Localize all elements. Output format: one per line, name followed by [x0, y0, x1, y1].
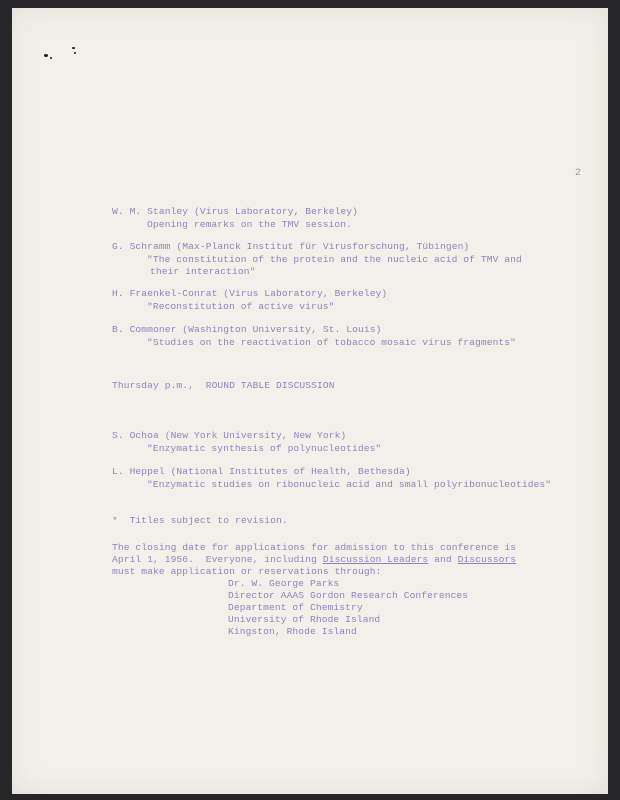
closing-line: must make application or reservations through: [112, 566, 382, 577]
address-line: Director AAAS Gordon Research Conferences [228, 590, 469, 601]
closing-line [112, 554, 516, 566]
talk-title: "Studies on the reactivation of tobacco mosaic virus fragments" [147, 337, 517, 348]
address-line: Dr. W. George Parks [228, 578, 340, 589]
speaker-name: L. Heppel (National Institutes of Health, Bethesda) [112, 466, 411, 477]
talk-title: "Enzymatic studies on ribonucleic acid and small polyribonucleotides" [147, 479, 552, 490]
underlined-term: Discussors [457, 554, 517, 565]
closing-text: April 1, 1956. Everyone, including [112, 554, 323, 565]
speaker-name: B. Commoner (Washington University, St. Louis) [112, 324, 382, 335]
closing-line: The closing date for applications for admission to this conference is [112, 542, 517, 553]
address-line: Department of Chemistry [228, 602, 363, 613]
address-line: University of Rhode Island [228, 614, 381, 625]
underlined-term: Discussion Leaders [322, 554, 429, 565]
typed-page [12, 8, 608, 794]
talk-title: "Enzymatic synthesis of polynucleotides" [147, 443, 382, 454]
ink-speck [44, 54, 48, 57]
talk-title: their interaction" [150, 266, 256, 277]
talk-title: "The constitution of the protein and the nucleic acid of TMV and [147, 254, 522, 265]
session-heading: Thursday p.m., ROUND TABLE DISCUSSION [112, 380, 335, 391]
talk-title: Opening remarks on the TMV session. [147, 219, 353, 230]
footnote: * Titles subject to revision. [112, 515, 288, 526]
address-line: Kingston, Rhode Island [228, 626, 357, 637]
closing-text: and [428, 554, 458, 565]
page-number: 2 [575, 168, 582, 179]
speaker-name: S. Ochoa (New York University, New York) [112, 430, 347, 441]
speaker-name: W. M. Stanley (Virus Laboratory, Berkeley) [112, 206, 359, 217]
speaker-name: G. Schramm (Max-Planck Institut für Virusforschung, Tübingen) [112, 241, 470, 252]
speaker-name: H. Fraenkel-Conrat (Virus Laboratory, Berkeley) [112, 288, 388, 299]
ink-speck [74, 52, 76, 54]
ink-speck [50, 57, 52, 59]
ink-speck [72, 47, 75, 49]
talk-title: "Reconstitution of active virus" [147, 301, 335, 312]
